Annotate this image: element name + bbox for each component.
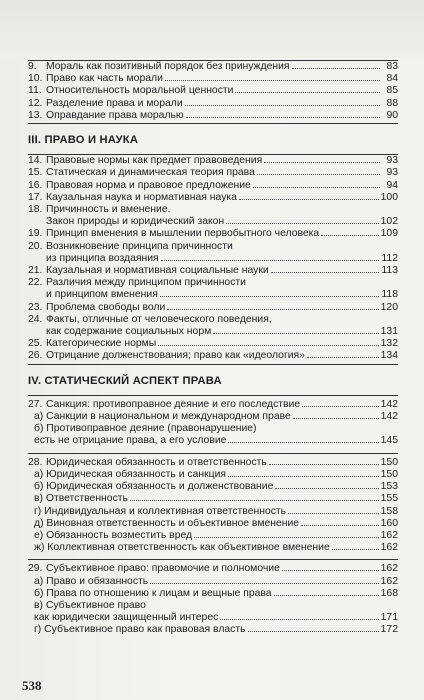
- toc-row: [28, 85, 398, 97]
- toc-entry-page: 93: [386, 155, 398, 167]
- toc-entry-page: 100: [380, 191, 398, 203]
- dot-leader: [158, 345, 378, 346]
- dot-leader: [288, 513, 379, 514]
- toc-row: [34, 435, 398, 447]
- toc-row: [34, 411, 398, 423]
- toc-entry: [28, 399, 398, 411]
- toc-entry: [28, 457, 398, 469]
- toc-entry-page: 84: [386, 73, 398, 85]
- toc-row: [28, 204, 398, 216]
- dot-leader: [253, 187, 380, 188]
- dot-leader: [165, 80, 380, 81]
- page-number: 538: [22, 678, 42, 693]
- toc-entry: [28, 338, 398, 350]
- toc-entry-title: в) Ответственность: [34, 493, 128, 505]
- toc-entry-title: б) Права по отношению к лицам и вещные права: [34, 587, 272, 599]
- toc-subentry: [28, 493, 398, 505]
- toc-entry-page: 102: [380, 216, 398, 228]
- dot-leader: [321, 235, 378, 236]
- dot-leader: [150, 583, 378, 584]
- toc-entry-number: 9.: [28, 61, 37, 72]
- toc-row: [28, 253, 398, 265]
- toc-row: [28, 326, 398, 338]
- dot-leader: [167, 309, 378, 310]
- dot-leader: [226, 223, 378, 224]
- toc-entry: [28, 61, 398, 73]
- toc-entry-page: 162: [380, 575, 398, 587]
- toc-row: [34, 612, 398, 624]
- toc-group-28: [28, 454, 398, 555]
- toc-entry-title: Субъективное право: правомочие и полномочие: [46, 563, 280, 575]
- toc-entry-title: д) Виновная ответственность и объективное вменение: [34, 517, 300, 529]
- toc-entry-number: 10.: [28, 73, 43, 85]
- toc-row: [28, 457, 398, 469]
- dot-leader: [302, 406, 379, 407]
- section-heading-iii: III. ПРАВО И НАУКА: [28, 134, 139, 147]
- dot-leader: [248, 631, 379, 632]
- dot-leader: [213, 333, 378, 334]
- toc-entry-page: 162: [380, 542, 398, 554]
- toc-entry-page: 93: [386, 167, 398, 179]
- toc-row: [28, 192, 398, 204]
- toc-entry-page: 134: [380, 350, 398, 362]
- toc-row: [34, 469, 398, 481]
- toc-entry-number: 24.: [28, 313, 43, 325]
- toc-row: [28, 241, 398, 253]
- toc-entry-page: 131: [380, 326, 398, 338]
- toc-entry: [28, 155, 398, 167]
- toc-entry-number: 28.: [28, 456, 43, 468]
- toc-entry-title: е) Обязанность возместить вред: [34, 529, 193, 541]
- toc-subentry: [28, 518, 398, 530]
- toc-row: [34, 518, 398, 530]
- toc-entry: [28, 314, 398, 338]
- toc-row: [28, 180, 398, 192]
- toc-entry-title: б) Юридическая обязанность и долженствование: [34, 481, 274, 493]
- toc-row: [28, 399, 398, 411]
- dot-leader: [292, 68, 380, 69]
- toc-entry-title: г) Субъективное право как правовая власть: [34, 624, 246, 636]
- toc-row: [28, 314, 398, 326]
- toc-entry-number: 16.: [28, 179, 43, 191]
- toc-row: [34, 624, 398, 636]
- toc-entry-page: 158: [380, 505, 398, 517]
- toc-row: [34, 588, 398, 600]
- toc-entry-number: 25.: [28, 338, 43, 350]
- toc-entry-page: 118: [381, 289, 398, 301]
- dot-leader: [239, 199, 379, 200]
- toc-entry-title: Оправдание права моралью: [46, 109, 184, 121]
- toc-entry-number: 13.: [28, 109, 43, 121]
- dot-leader: [332, 549, 379, 550]
- toc-entry: [28, 241, 398, 265]
- toc-entry-page: 150: [380, 456, 398, 468]
- toc-entry-title: Мораль как позитивный порядок без принуждения: [46, 61, 290, 72]
- toc-entry: [28, 110, 398, 122]
- toc-row: [28, 302, 398, 314]
- toc-entry-title: как юридически защищенный интерес: [34, 612, 219, 624]
- toc-entry: [28, 167, 398, 179]
- toc-entry-page: 160: [380, 517, 398, 529]
- toc-entry-title: Статическая и динамическая теория права: [46, 167, 255, 179]
- toc-entry-number: 12.: [28, 97, 43, 109]
- toc-entry-page: 88: [386, 97, 398, 109]
- toc-entry-number: 15.: [28, 167, 43, 179]
- toc-entry-page: 94: [386, 179, 398, 191]
- dot-leader: [269, 464, 379, 465]
- dot-leader: [186, 117, 380, 118]
- toc-group-27: [28, 396, 398, 448]
- toc-entry-number: 26.: [28, 350, 43, 362]
- toc-entry-page: 83: [386, 61, 398, 72]
- toc-entry-title: г) Индивидуальная и коллективная ответственность: [34, 505, 287, 517]
- toc-entry: [28, 563, 398, 575]
- toc-entry-title: а) Юридическая обязанность и санкция: [34, 468, 227, 480]
- toc-row: [34, 542, 398, 554]
- toc-row: [28, 110, 398, 122]
- dot-leader: [228, 476, 379, 477]
- toc-entry-page: 153: [380, 481, 398, 493]
- toc-entry-title: Закон природы и юридический закон: [46, 216, 225, 228]
- toc-row: [28, 265, 398, 277]
- toc-subentry: [28, 411, 398, 423]
- dot-leader: [275, 488, 378, 489]
- toc-entry-page: 142: [380, 398, 398, 410]
- toc-row: [28, 289, 398, 301]
- toc-entry-title: Каузальная и нормативная социальные науки: [46, 265, 269, 277]
- dot-leader: [161, 260, 380, 261]
- toc-entry-title: Относительность моральной ценности: [46, 85, 234, 97]
- dot-leader: [271, 272, 380, 273]
- toc-entry-page: 132: [380, 338, 398, 350]
- toc-entry: [28, 350, 398, 362]
- toc-entry-title: Юридическая обязанность и ответственность: [46, 456, 267, 468]
- toc-subentry: [28, 481, 398, 493]
- toc-row: [28, 73, 398, 85]
- dot-leader: [301, 525, 379, 526]
- toc-entry-page: 120: [380, 301, 398, 313]
- toc-entry-number: 17.: [28, 191, 43, 203]
- toc-entry-title: Возникновение принципа причинности: [46, 240, 233, 252]
- toc-row: [28, 277, 398, 289]
- toc-entry-number: 23.: [28, 301, 43, 313]
- toc-entry-title: Проблема свободы воли: [46, 301, 166, 313]
- toc-entry-number: 20.: [28, 240, 43, 252]
- toc-entry: [28, 180, 398, 192]
- toc-row: [34, 530, 398, 542]
- toc-row: [28, 228, 398, 240]
- toc-entry-page: 162: [380, 563, 398, 575]
- dot-leader: [228, 442, 378, 443]
- toc-entry-title: а) Право и обязанность: [34, 575, 149, 587]
- toc-subentry: [28, 624, 398, 636]
- toc-entry-title: и принципом вменения: [46, 289, 158, 301]
- dot-leader: [257, 174, 380, 175]
- toc-entry-page: 85: [386, 85, 398, 97]
- toc-subentry: [28, 469, 398, 481]
- toc-row: [28, 61, 398, 73]
- toc-row: [34, 600, 398, 612]
- dot-leader: [307, 357, 379, 358]
- toc-row: [28, 350, 398, 362]
- toc-entry-number: 18.: [28, 204, 43, 216]
- toc-entry-title: Отрицание долженствования; право как «идеология»: [46, 350, 305, 362]
- toc-entry-page: 113: [381, 265, 398, 277]
- toc-entry-title: Факты, отличные от человеческого поведения,: [46, 313, 272, 325]
- toc-entry-title: Каузальная наука и нормативная наука: [46, 191, 237, 203]
- toc-entry-title: из принципа воздаяния: [46, 252, 159, 264]
- toc-row: [34, 493, 398, 505]
- toc-entry: [28, 98, 398, 110]
- toc-entry-number: 27.: [28, 398, 43, 410]
- toc-entry-title: ж) Коллективная ответственность как объективное вменение: [34, 542, 330, 554]
- toc-entry-title: Правовая норма и правовое предложение: [46, 179, 251, 191]
- toc-entry-title: Причинность и вменение.: [46, 204, 171, 216]
- dot-leader: [264, 162, 380, 163]
- dot-leader: [293, 418, 379, 419]
- toc-entry-page: 90: [386, 109, 398, 121]
- toc-entry-title: Разделение права и морали: [46, 97, 183, 109]
- toc-entry: [28, 204, 398, 228]
- dot-leader: [235, 92, 380, 93]
- toc-entry-page: 112: [381, 252, 398, 264]
- table-of-contents: [28, 60, 398, 637]
- toc-row: [34, 423, 398, 435]
- toc-entry-title: как содержание социальных норм: [46, 326, 212, 338]
- toc-row: [28, 216, 398, 228]
- toc-entry-title: Правовые нормы как предмет правоведения: [46, 155, 263, 167]
- toc-entry: [28, 302, 398, 314]
- toc-entry: [28, 73, 398, 85]
- toc-entry-title: в) Субъективное право: [34, 599, 146, 611]
- toc-entry-number: 21.: [28, 265, 43, 277]
- dot-leader: [160, 296, 380, 297]
- section-heading-iv: IV. СТАТИЧЕСКИЙ АСПЕКТ ПРАВА: [28, 374, 222, 387]
- toc-entry-title: Принцип вменения в мышлении первобытного человека: [46, 228, 320, 240]
- dot-leader: [220, 619, 378, 620]
- toc-entry-number: 14.: [28, 155, 43, 167]
- toc-row: [28, 338, 398, 350]
- toc-row: [34, 576, 398, 588]
- toc-subentry: [28, 588, 398, 600]
- toc-row: [28, 98, 398, 110]
- toc-entry-page: 109: [380, 228, 398, 240]
- toc-entry-title: Санкция: противоправное деяние и его последствие: [46, 398, 301, 410]
- toc-entry-page: 145: [380, 435, 398, 447]
- toc-list-section-iii: [28, 155, 398, 362]
- toc-row: [34, 481, 398, 493]
- toc-entry-page: 172: [380, 624, 398, 636]
- toc-entry-page: 171: [380, 612, 398, 624]
- dot-leader: [282, 570, 379, 571]
- toc-row: [28, 155, 398, 167]
- toc-group-29: [28, 560, 398, 636]
- toc-entry-number: 19.: [28, 228, 43, 240]
- toc-entry-page: 162: [380, 529, 398, 541]
- toc-entry-page: 168: [380, 587, 398, 599]
- toc-entry: [28, 192, 398, 204]
- toc-entry-page: 142: [380, 411, 398, 423]
- toc-subentry: [28, 600, 398, 624]
- toc-entry-title: Право как часть морали: [46, 73, 163, 85]
- toc-subentry: [28, 576, 398, 588]
- toc-entry-number: 11.: [28, 85, 42, 97]
- toc-subentry: [28, 423, 398, 447]
- toc-subentry: [28, 506, 398, 518]
- toc-subentry: [28, 530, 398, 542]
- toc-entry-title: б) Противоправное деяние (правонарушение): [34, 423, 257, 435]
- toc-entry-title: Категорические нормы: [46, 338, 157, 350]
- toc-entry: [28, 277, 398, 301]
- toc-entry: [28, 228, 398, 240]
- dot-leader: [185, 105, 380, 106]
- toc-entry-page: 150: [380, 468, 398, 480]
- toc-row: [28, 167, 398, 179]
- toc-list-top: [28, 61, 398, 122]
- page-top-strip: [0, 0, 424, 58]
- toc-row: [28, 563, 398, 575]
- toc-entry-title: Различия между принципом причинности: [46, 277, 246, 289]
- toc-entry: [28, 265, 398, 277]
- toc-row: [34, 506, 398, 518]
- toc-entry-title: есть не отрицание права, а его условие: [34, 435, 227, 447]
- toc-entry-page: 155: [380, 493, 398, 505]
- dot-leader: [274, 595, 379, 596]
- dot-leader: [194, 537, 379, 538]
- toc-entry-title: а) Санкции в национальном и международном праве: [34, 411, 291, 423]
- dot-leader: [130, 500, 379, 501]
- toc-subentry: [28, 542, 398, 554]
- toc-entry-number: 22.: [28, 277, 43, 289]
- toc-entry: [28, 85, 398, 97]
- toc-entry-number: 29.: [28, 563, 43, 575]
